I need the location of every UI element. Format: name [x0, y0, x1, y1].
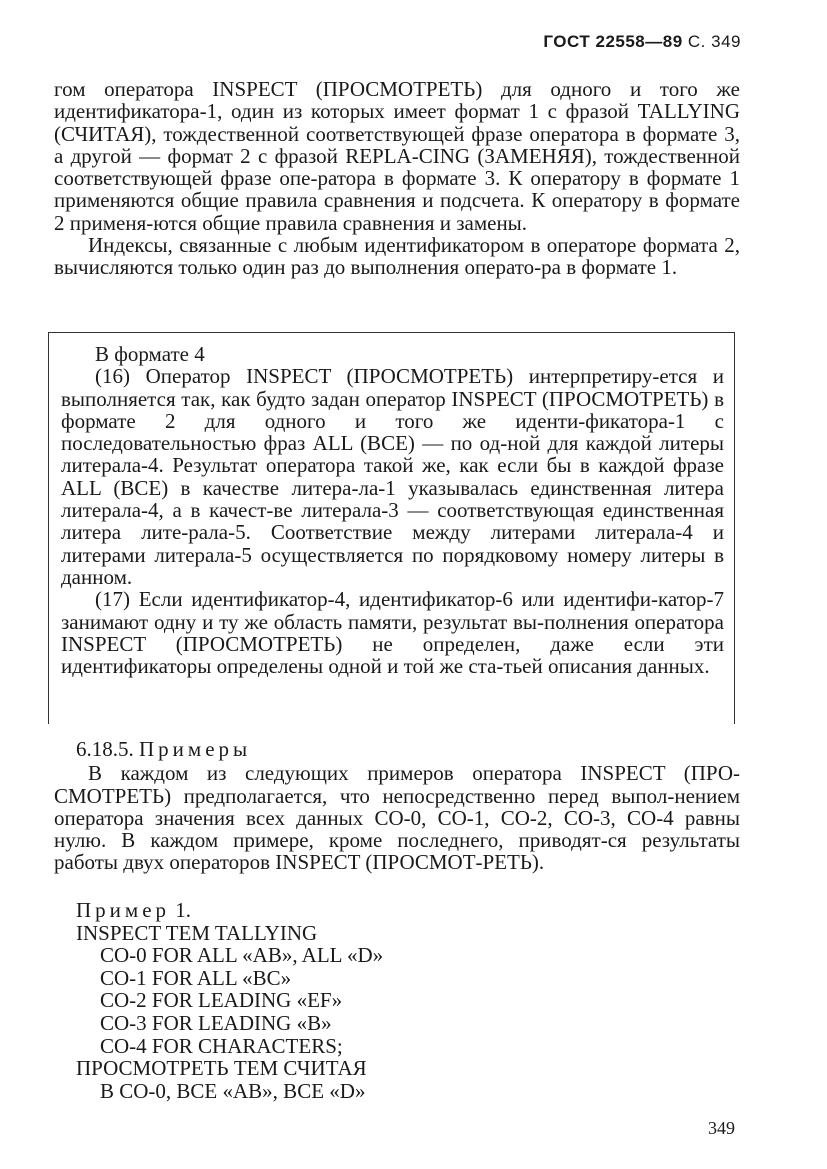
code-line: CO-4 FOR CHARACTERS;: [100, 1033, 343, 1058]
code-line: CO-1 FOR ALL «BC»: [100, 965, 292, 990]
code-line: CO-3 FOR LEADING «B»: [100, 1010, 332, 1035]
intro-text: [54, 78, 740, 279]
running-header: [543, 31, 741, 53]
header-page-label: С. 349: [687, 32, 741, 51]
section-paragraph: В каждом из следующих примеров оператора INSPECT (ПРО-СМОТРЕТЬ) предполагается, что непосредственно перед выпол-нением оператора значения всех данных СО-0, СО-1, СО-2, СО-3, СО-4 равны нулю. В каждом примере, кроме последнего, приводят-ся результаты работы двух операторов INSPECT (ПРОСМОТ-РЕТЬ).: [54, 761, 740, 875]
example-label: Пример: [76, 898, 171, 922]
format-4-heading: В формате 4: [95, 342, 205, 366]
intro-paragraph-1: гом оператора INSPECT (ПРОСМОТРЕТЬ) для одного и того же идентификатора-1, один из которых имеет формат 1 с фразой TALLYING (СЧИТАЯ), тождественной соответствующей фразе оператора в формате 3, а другой — формат 2 с фразой REPLA-CING (ЗАМЕНЯЯ), тождественной соответствующей фразе опе-ратора в формате 3. К оператору в формате 1 применяются общие правила сравнения и подсчета. К оператору в формате 2 применя-ются общие правила сравнения и замены.: [54, 77, 740, 235]
section-number: 6.18.5.: [76, 737, 134, 761]
example-number: 1.: [175, 898, 192, 922]
rule-17-paragraph: (17) Если идентификатор-4, идентификатор-6 или идентифи-катор-7 занимают одну и ту же область памяти, результат вы-полнения оператора INSPECT (ПРОСМОТРЕТЬ) не определен, даже если эти идентификаторы определены одной и той же ста-тьей описания данных.: [61, 587, 724, 679]
section-title: Примеры: [139, 737, 252, 761]
example-heading: [76, 899, 676, 922]
code-line: ПРОСМОТРЕТЬ ТЕМ СЧИТАЯ: [76, 1056, 367, 1081]
example-1: [76, 899, 676, 1102]
code-line: CO-0 FOR ALL «AB», ALL «D»: [100, 943, 384, 968]
rule-16-paragraph: (16) Оператор INSPECT (ПРОСМОТРЕТЬ) интерпретиру-ется и выполняется так, как будто задан оператор INSPECT (ПРОСМОТРЕТЬ) в формате 2 для одного и того же иденти-фикатора-1 с последовательностью фраз ALL (ВСЕ) — по од-ной для каждой литеры литерала-4. Результат оператора такой же, как если бы в каждой фразе ALL (ВСЕ) в качестве литера-ла-1 указывалась единственная литера литерала-4, а в качест-ве литерала-3 — соответствующая единственная литера лите-рала-5. Соответствие между литерами литерала-4 и литерами литерала-5 осуществляется по порядковому номеру литеры в данном.: [61, 364, 724, 589]
format-4-frame: [48, 332, 735, 724]
section-heading: [76, 738, 740, 760]
code-line: В СО-0, ВСЕ «АВ», ВСЕ «D»: [100, 1078, 366, 1103]
code-line: INSPECT TEM TALLYING: [76, 920, 318, 945]
page-number: 349: [708, 1118, 735, 1138]
code-line: CO-2 FOR LEADING «EF»: [100, 988, 343, 1013]
standard-number: ГОСТ 22558—89: [543, 32, 683, 51]
examples-section: [54, 738, 740, 874]
intro-paragraph-2: Индексы, связанные с любым идентификатором в операторе формата 2, вычисляются только один раз до выполнения операто-ра в формате 1.: [54, 233, 740, 280]
